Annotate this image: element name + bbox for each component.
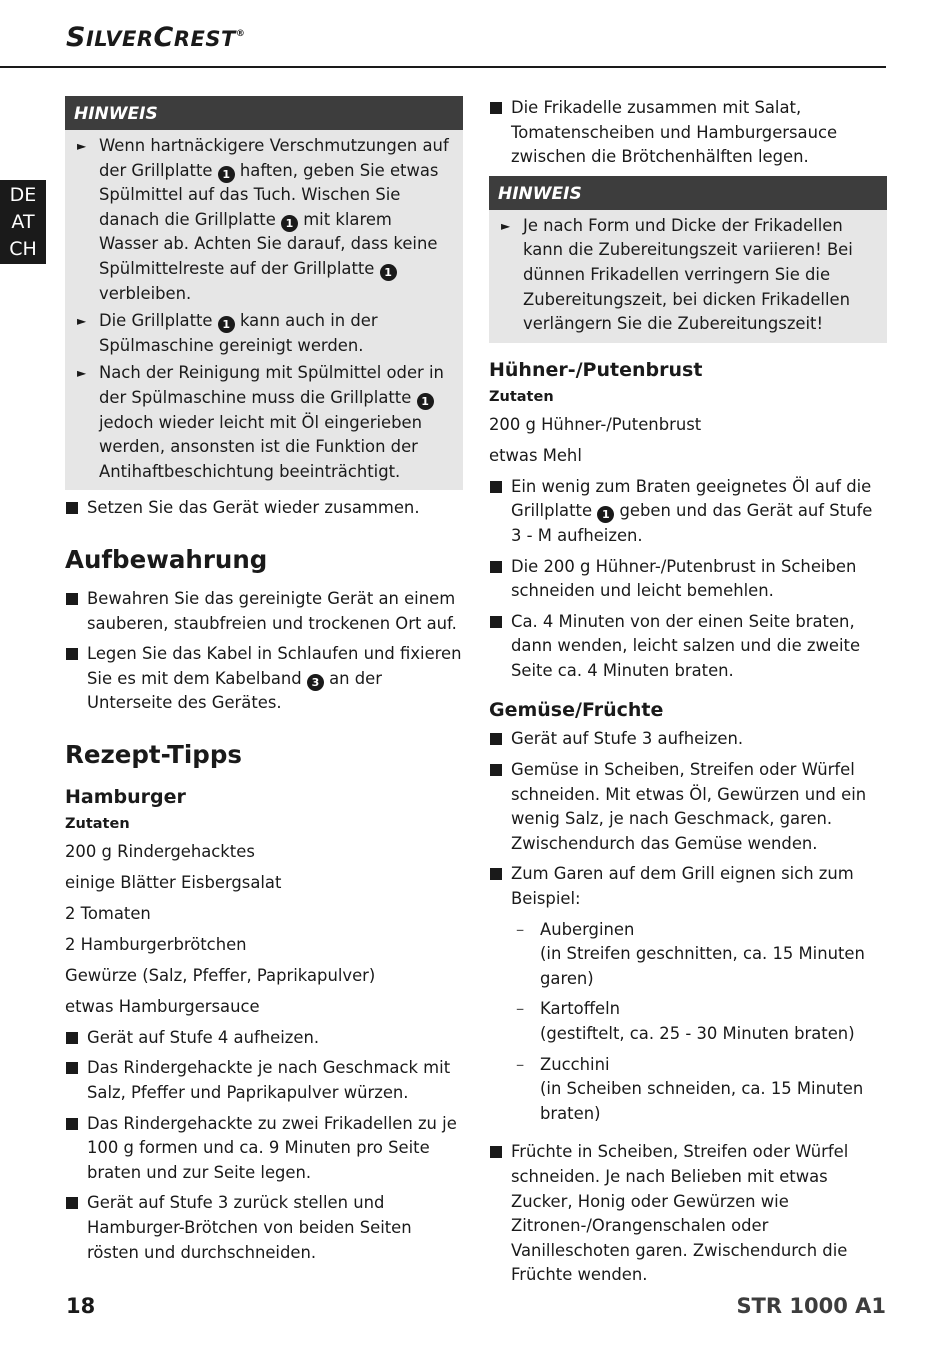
language-tab bbox=[0, 180, 46, 264]
step-text: Das Rindergehackte je nach Geschmack mit Salz, Pfeffer und Paprikapulver würzen. bbox=[87, 1058, 451, 1102]
note-text: mit klarem Wasser ab. Achten Sie darauf, dass keine Spülmittelreste auf der Grillplatte bbox=[99, 209, 438, 278]
list-item: Legen Sie das Kabel in Schlaufen und fixieren Sie es mit dem Kabelband 3 an der Unterseite des Gerätes. bbox=[65, 642, 463, 716]
recipe-title-poultry: Hühner-/Putenbrust bbox=[489, 358, 703, 381]
brand-name-part2: CREST bbox=[153, 22, 236, 53]
example-item bbox=[489, 918, 887, 992]
example-name: Kartoffeln bbox=[540, 999, 621, 1019]
section-title-recipes: Rezept-Tipps bbox=[65, 739, 242, 769]
dash-bullet-icon: – bbox=[516, 999, 525, 1019]
square-bullet-icon bbox=[490, 868, 502, 880]
part-number-badge: 1 bbox=[417, 393, 434, 410]
note-body bbox=[489, 210, 887, 343]
part-number-badge: 1 bbox=[218, 166, 235, 183]
list-item: Gemüse in Scheiben, Streifen oder Würfel schneiden. Mit etwas Öl, Gewürzen und ein wenig Salz, je nach Geschmack, garen. Zwischendurch das Gemüse wenden. bbox=[489, 758, 887, 856]
dash-bullet-icon: – bbox=[516, 919, 525, 939]
square-bullet-icon bbox=[66, 648, 78, 660]
example-item bbox=[489, 997, 887, 1046]
list-item bbox=[65, 1191, 463, 1265]
arrow-bullet-icon: ► bbox=[77, 366, 87, 381]
note-body bbox=[65, 130, 463, 490]
ingredient-line: etwas Hamburgersauce bbox=[65, 996, 260, 1016]
recipe-title-hamburger: Hamburger bbox=[65, 785, 186, 808]
note-box bbox=[489, 176, 887, 343]
list-item: Setzen Sie das Gerät wieder zusammen. bbox=[65, 496, 463, 521]
registered-mark: ® bbox=[235, 29, 246, 39]
ingredient-line: 200 g Hühner-/Putenbrust bbox=[489, 414, 702, 434]
lang-de: DE bbox=[9, 184, 37, 206]
square-bullet-icon bbox=[66, 1197, 78, 1209]
part-number-badge: 3 bbox=[307, 674, 324, 691]
header-rule bbox=[0, 66, 886, 68]
square-bullet-icon bbox=[66, 1062, 78, 1074]
example-name: Zucchini bbox=[540, 1054, 610, 1074]
square-bullet-icon bbox=[66, 1032, 78, 1044]
ingredient-line: 2 Tomaten bbox=[65, 903, 151, 923]
note-title: HINWEIS bbox=[489, 176, 887, 210]
note-text: Die Grillplatte bbox=[99, 311, 218, 331]
list-item: Ein wenig zum Braten geeignetes Öl auf die Grillplatte 1 geben und das Gerät auf Stufe 3 - M aufheizen. bbox=[489, 475, 887, 549]
ingredients-label: Zutaten bbox=[65, 815, 130, 832]
step-text: Das Rindergehackte zu zwei Frikadellen zu je 100 g formen und ca. 9 Minuten pro Seite braten und zur Seite legen. bbox=[87, 1113, 457, 1182]
step-text: Gerät auf Stufe 4 aufheizen. bbox=[87, 1027, 320, 1047]
list-item: Zum Garen auf dem Grill eignen sich zum Beispiel: bbox=[489, 862, 887, 911]
brand-name-part1: SILVER bbox=[66, 22, 154, 53]
section-title-storage: Aufbewahrung bbox=[65, 544, 268, 574]
list-item bbox=[65, 1026, 463, 1051]
example-item bbox=[489, 1053, 887, 1127]
part-number-badge: 1 bbox=[597, 506, 614, 523]
square-bullet-icon bbox=[490, 481, 502, 493]
arrow-bullet-icon: ► bbox=[501, 218, 511, 233]
arrow-bullet-icon: ► bbox=[77, 314, 87, 329]
list-item: Ca. 4 Minuten von der einen Seite braten, dann wenden, leicht salzen und die zweite Seite ca. 4 Minuten braten. bbox=[489, 610, 887, 684]
examples-list bbox=[489, 918, 887, 1127]
part-number-badge: 1 bbox=[380, 264, 397, 281]
example-detail: (gestiftelt, ca. 25 - 30 Minuten braten) bbox=[540, 1024, 855, 1043]
ingredients-list bbox=[65, 840, 463, 1020]
note-text: verbleiben. bbox=[99, 283, 192, 303]
note-box bbox=[65, 96, 463, 490]
lang-at: AT bbox=[11, 211, 35, 233]
note-text: kann auch in der Spülmaschine gereinigt werden. bbox=[99, 311, 378, 355]
ingredients-label: Zutaten bbox=[489, 388, 554, 405]
part-number-badge: 1 bbox=[281, 215, 298, 232]
list-item: Die Frikadelle zusammen mit Salat, Tomatenscheiben und Hamburgersauce zwischen die Brötchenhälften legen. bbox=[489, 96, 887, 170]
list-item bbox=[65, 1112, 463, 1186]
list-item: Gerät auf Stufe 3 aufheizen. bbox=[489, 727, 887, 752]
note-item: ► Je nach Form und Dicke der Frikadellen kann die Zubereitungszeit variieren! Bei dünnen Frikadellen verringern Sie die Zubereitungszeit, bei dicken Frikadellen verlängern Sie die Zubereitungszeit! bbox=[501, 215, 853, 334]
ingredient-line: 200 g Rindergehacktes bbox=[65, 841, 255, 861]
recipe-title-vegetables: Gemüse/Früchte bbox=[489, 699, 664, 722]
page-number: 18 bbox=[66, 1294, 96, 1318]
lang-ch: CH bbox=[9, 238, 37, 260]
note-text: haften, geben Sie etwas Spülmittel auf das Tuch. Wischen Sie danach die Grillplatte bbox=[99, 160, 439, 229]
ingredient-line: Gewürze (Salz, Pfeffer, Paprikapulver) bbox=[65, 965, 376, 985]
note-title: HINWEIS bbox=[65, 96, 463, 130]
example-name: Auberginen bbox=[540, 919, 635, 939]
square-bullet-icon bbox=[490, 561, 502, 573]
step-text: Gerät auf Stufe 3 zurück stellen und Hamburger-Brötchen von beiden Seiten rösten und durchschneiden. bbox=[87, 1193, 412, 1262]
example-detail: (in Scheiben schneiden, ca. 15 Minuten braten) bbox=[540, 1079, 864, 1123]
square-bullet-icon bbox=[490, 733, 502, 745]
square-bullet-icon bbox=[490, 1146, 502, 1158]
square-bullet-icon bbox=[490, 616, 502, 628]
square-bullet-icon bbox=[490, 102, 502, 114]
ingredient-line: etwas Mehl bbox=[489, 445, 582, 465]
steps-list bbox=[65, 1026, 463, 1265]
note-text: Wenn hartnäckigere Verschmutzungen auf der Grillplatte bbox=[99, 136, 449, 180]
example-detail: (in Streifen geschnitten, ca. 15 Minuten garen) bbox=[540, 944, 865, 988]
ingredient-line: einige Blätter Eisbergsalat bbox=[65, 872, 282, 892]
square-bullet-icon bbox=[66, 502, 78, 514]
brand-logo bbox=[66, 22, 245, 53]
square-bullet-icon bbox=[66, 593, 78, 605]
square-bullet-icon bbox=[66, 1118, 78, 1130]
part-number-badge: 1 bbox=[218, 316, 235, 333]
list-item: Die 200 g Hühner-/Putenbrust in Scheiben schneiden und leicht bemehlen. bbox=[489, 555, 887, 604]
list-item: Früchte in Scheiben, Streifen oder Würfel schneiden. Je nach Belieben mit etwas Zucker, Honig oder Gewürzen wie Zitronen-/Orangenschalen oder Vanilleschoten garen. Zwischendurch die Früchte wenden. bbox=[489, 1140, 887, 1288]
note-item bbox=[75, 361, 451, 484]
model-number: STR 1000 A1 bbox=[736, 1294, 886, 1318]
list-item: Bewahren Sie das gereinigte Gerät an einem sauberen, staubfreien und trockenen Ort auf. bbox=[65, 587, 463, 636]
note-text: Nach der Reinigung mit Spülmittel oder in der Spülmaschine muss die Grillplatte bbox=[99, 363, 444, 407]
square-bullet-icon bbox=[490, 764, 502, 776]
ingredient-line: 2 Hamburgerbrötchen bbox=[65, 934, 247, 954]
note-item bbox=[75, 309, 451, 358]
right-column bbox=[489, 96, 887, 1294]
list-item bbox=[65, 1056, 463, 1105]
left-column bbox=[65, 96, 463, 1271]
note-text: jedoch wieder leicht mit Öl eingerieben werden, ansonsten ist die Funktion der Antihaftbeschichtung beeinträchtigt. bbox=[99, 412, 422, 481]
dash-bullet-icon: – bbox=[516, 1054, 525, 1074]
arrow-bullet-icon: ► bbox=[77, 139, 87, 153]
note-item bbox=[75, 134, 451, 306]
